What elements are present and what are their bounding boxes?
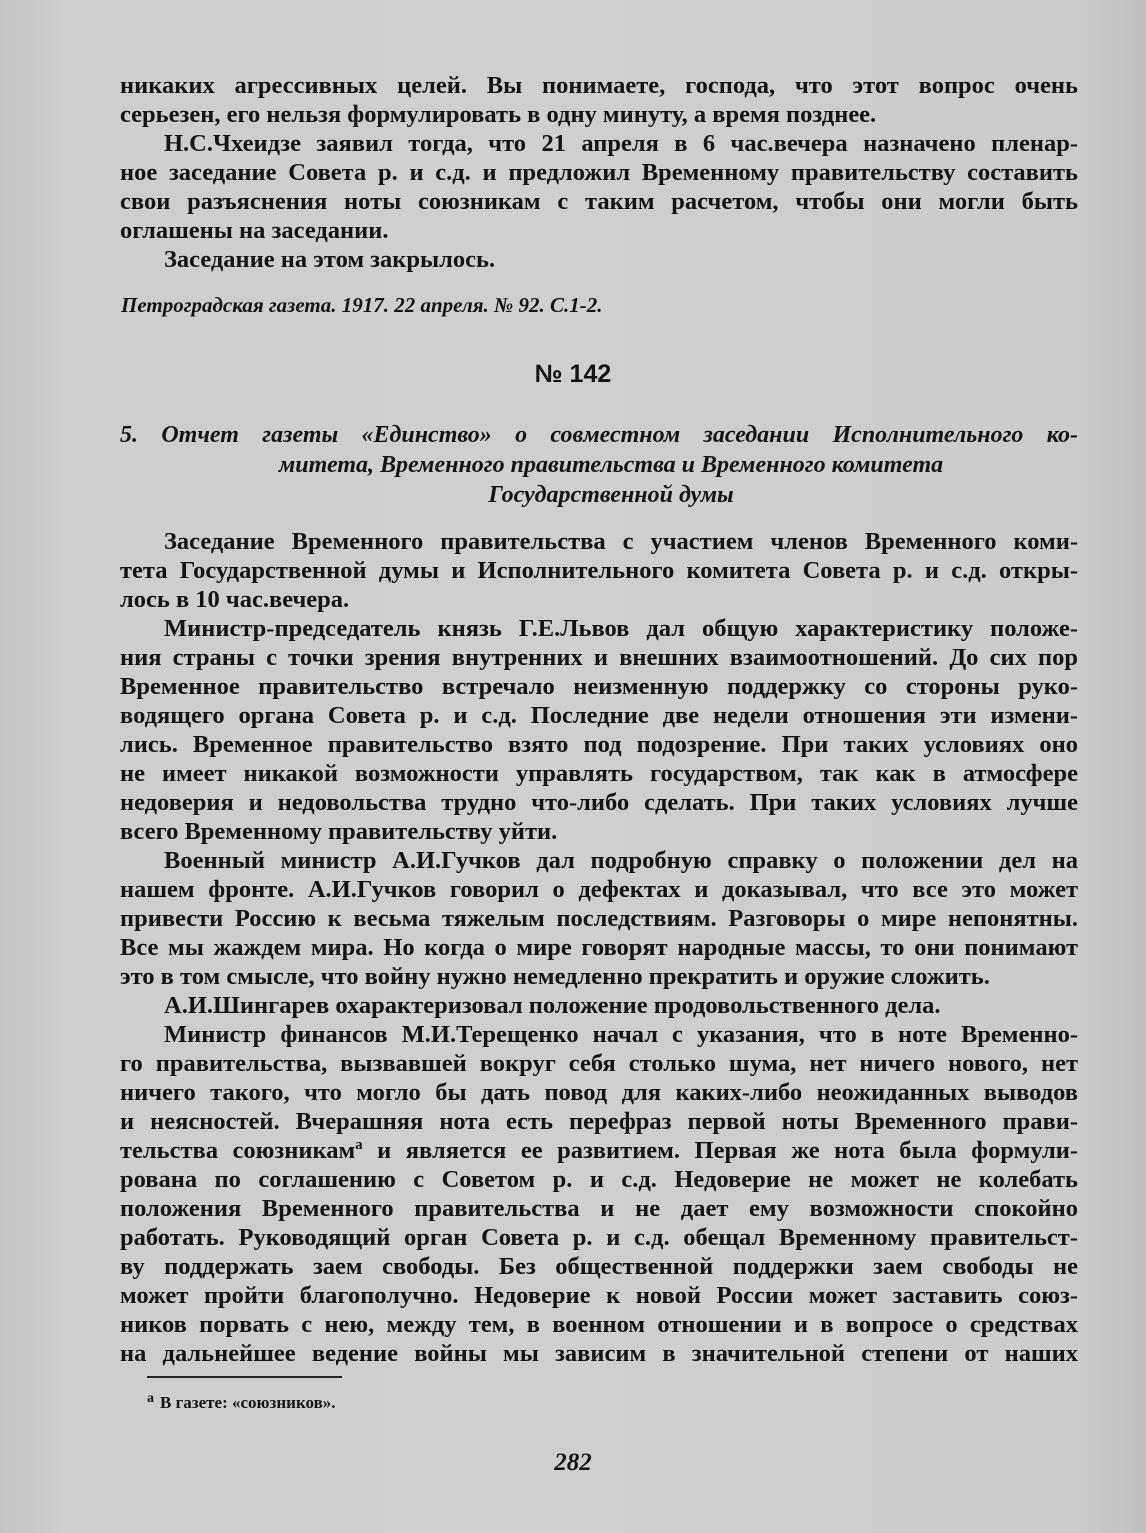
text-line: А.И.Шингарев охарактеризовал положение продовольственного дела. <box>164 992 941 1019</box>
text-line: ния страны с точки зрения внутренних и внешних взаимоотношений. До сих пор <box>120 644 1078 671</box>
text-line: оглашены на заседании. <box>120 217 389 244</box>
text-line: привести Россию к весьма тяжелым последствиям. Разговоры о мире непонятны. <box>120 905 1078 932</box>
text-line: ников порвать с нею, между тем, в военном отношении и в вопросе о средствах <box>120 1311 1078 1338</box>
top-text-block <box>120 71 1078 274</box>
text-line: серьезен, его нельзя формулировать в одну минуту, а время позднее. <box>120 101 877 128</box>
text-line: го правительства, вызвавшей вокруг себя столько шума, нет ничего нового, нет <box>120 1050 1078 1077</box>
text-line: ву поддержать заем свободы. Без общественной поддержки заем свободы не <box>120 1253 1078 1280</box>
text-line: Временное правительство встречало неизменную поддержку со стороны руко- <box>120 673 1078 700</box>
text-line: Министр-председатель князь Г.Е.Львов дал общую характеристику положе- <box>164 615 1078 642</box>
text-line-with-footnote-mark <box>120 1136 1078 1165</box>
heading-line: 5. Отчет газеты «Единство» о совместном заседании Исполнительного ко- <box>120 422 1078 448</box>
document-number: № 142 <box>534 360 612 388</box>
footnote-text: В газете: «союзников». <box>160 1393 336 1412</box>
text-line: не имеет никакой возможности управлять государством, так как в атмосфере <box>120 760 1078 787</box>
text-line: Министр финансов М.И.Терещенко начал с указания, что в ноте Временно- <box>164 1021 1078 1048</box>
text-line: Все мы жаждем мира. Но когда о мире говорят народные массы, то они понимают <box>120 934 1078 961</box>
body-text-block <box>120 527 1078 1368</box>
text-line: Н.С.Чхеидзе заявил тогда, что 21 апреля в 6 час.вечера назначено пленар- <box>164 130 1078 157</box>
footnote-reference-mark[interactable]: а <box>355 1137 363 1153</box>
footnote <box>147 1392 336 1414</box>
text-line: рована по соглашению с Советом р. и с.д. Недоверие не может не колебать <box>120 1166 1078 1193</box>
text-line: ничего такого, что могло бы дать повод для каких-либо неожиданных выводов <box>120 1079 1078 1106</box>
line-fragment: тельства союзникам <box>120 1137 356 1164</box>
page-number: 282 <box>554 1449 592 1476</box>
footnote-mark: а <box>147 1391 154 1406</box>
text-line: Заседание Временного правительства с участием членов Временного коми- <box>164 528 1078 555</box>
text-line: и неясностей. Вчерашняя нота есть перефраз первой ноты Временного прави- <box>120 1108 1078 1135</box>
text-line: Военный министр А.И.Гучков дал подробную справку о положении дел на <box>164 847 1078 874</box>
footnote-divider <box>147 1376 342 1378</box>
text-line: работать. Руководящий орган Совета р. и с.д. обещал Временному правительст- <box>120 1224 1078 1251</box>
text-line: ное заседание Совета р. и с.д. и предложил Временному правительству составить <box>120 159 1078 186</box>
text-line: лись. Временное правительство взято под подозрение. При таких условиях оно <box>120 731 1078 758</box>
text-line: положения Временного правительства и не дает ему возможности спокойно <box>120 1195 1078 1222</box>
text-line: это в том смысле, что войну нужно немедленно прекратить и оружие сложить. <box>120 963 990 990</box>
source-citation: Петроградская газета. 1917. 22 апреля. № 92. С.1-2. <box>121 293 603 317</box>
heading-line: Государственной думы <box>488 482 734 508</box>
document-heading <box>120 420 1078 510</box>
text-line: может пройти благополучно. Недоверие к новой России может заставить союз- <box>120 1282 1078 1309</box>
text-line: свои разъяснения ноты союзникам с таким расчетом, чтобы они могли быть <box>120 188 1078 215</box>
text-line: нашем фронте. А.И.Гучков говорил о дефектах и доказывал, что все это может <box>120 876 1078 903</box>
text-line: тета Государственной думы и Исполнительного комитета Совета р. и с.д. откры- <box>120 557 1078 584</box>
text-line: на дальнейшее ведение войны мы зависим в значительной степени от наших <box>120 1340 1078 1367</box>
text-line: всего Временному правительству уйти. <box>120 818 558 845</box>
text-line: лось в 10 час.вечера. <box>120 586 350 613</box>
text-line: Заседание на этом закрылось. <box>164 246 496 273</box>
text-line: водящего органа Совета р. и с.д. Последние две недели отношения эти измени- <box>120 702 1078 729</box>
text-line: никаких агрессивных целей. Вы понимаете, господа, что этот вопрос очень <box>120 72 1078 99</box>
heading-line: митета, Временного правительства и Временного комитета <box>278 452 944 478</box>
line-fragment: и является ее развитием. Первая же нота была формули- <box>362 1137 1079 1164</box>
text-line: недоверия и недовольства трудно что-либо сделать. При таких условиях лучше <box>120 789 1078 816</box>
